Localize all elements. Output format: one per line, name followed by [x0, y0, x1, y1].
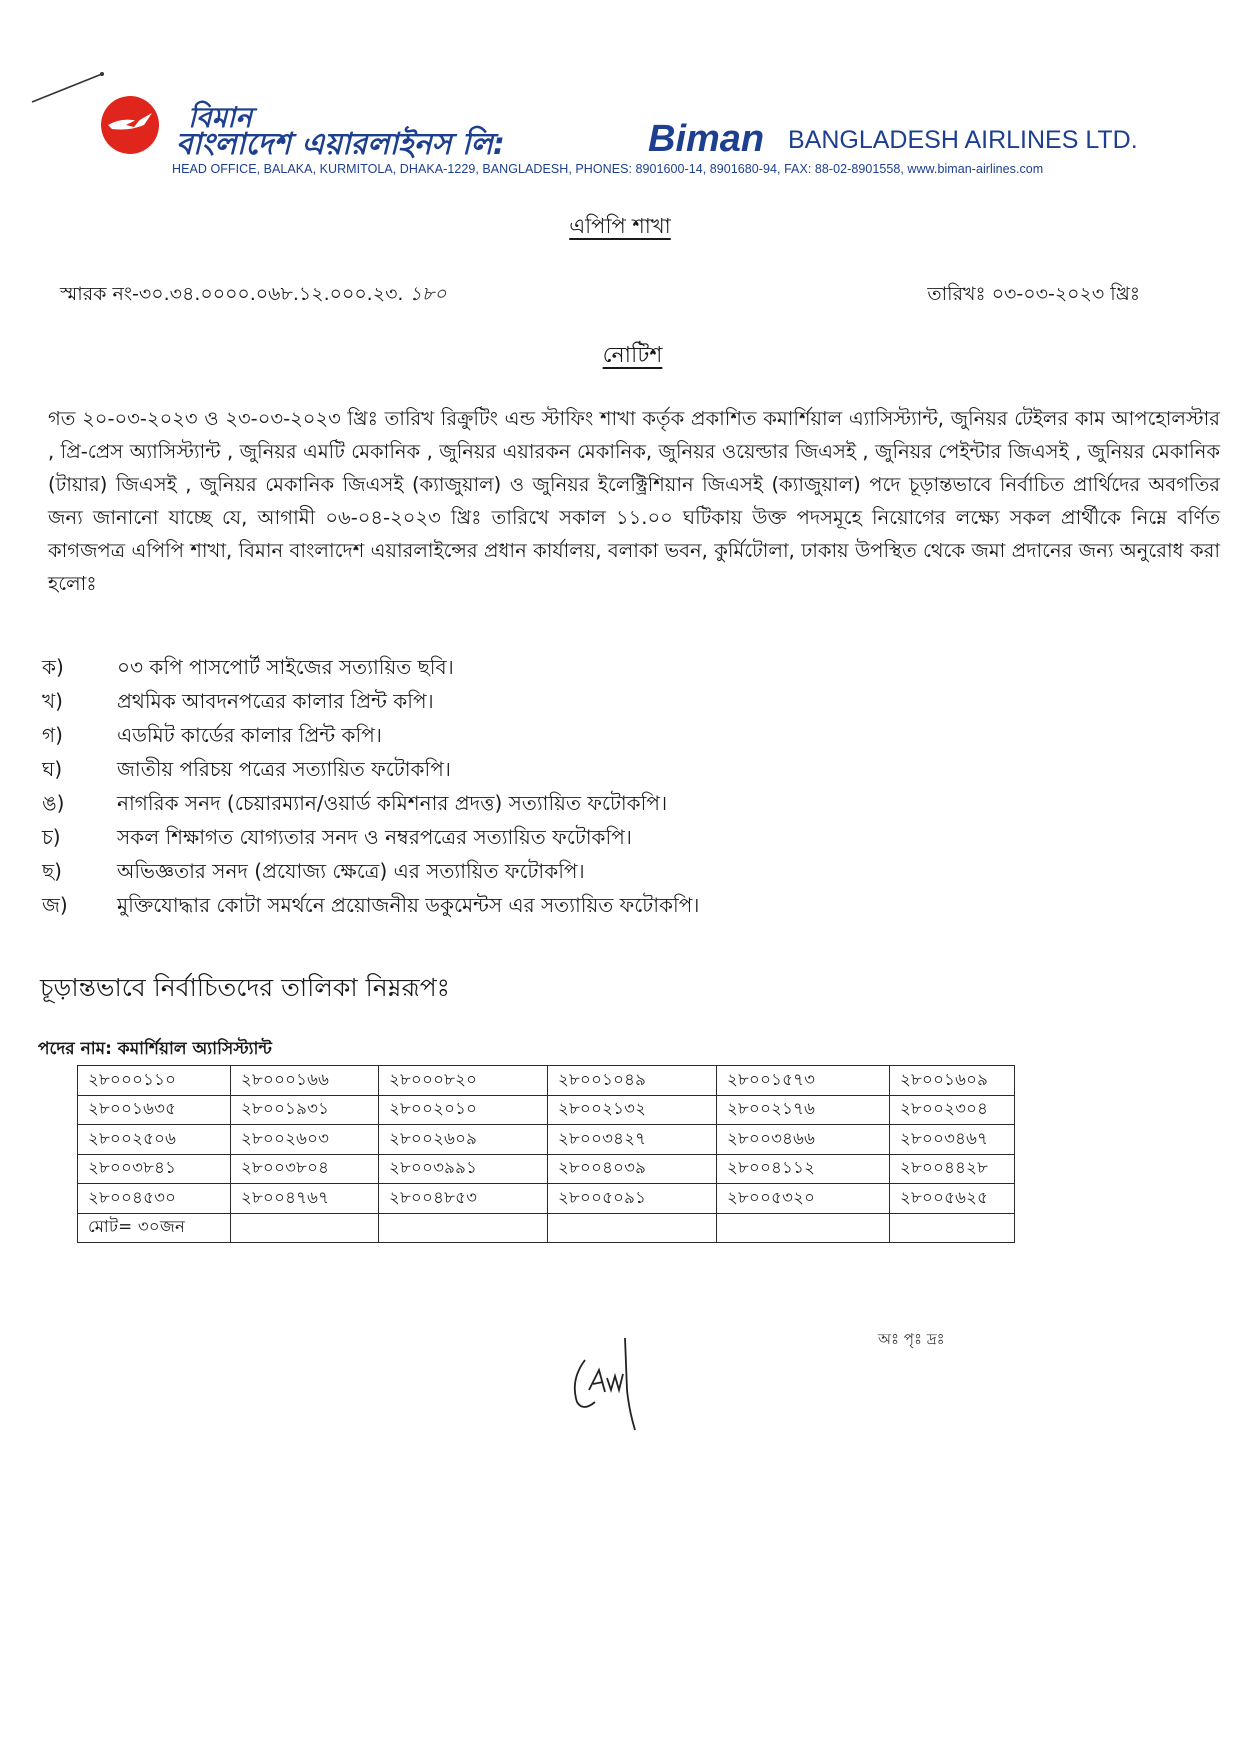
table-row	[78, 1184, 1015, 1214]
table-cell: ২৮০০০১৬৬	[231, 1066, 379, 1096]
list-item-text: সকল শিক্ষাগত যোগ্যতার সনদ ও নম্বরপত্রের সত্যায়িত ফটোকপি।	[117, 824, 632, 849]
selected-roll-table	[77, 1065, 1015, 1243]
list-marker: গ)	[42, 722, 63, 747]
table-row	[78, 1125, 1015, 1155]
biman-logo-icon	[100, 95, 160, 155]
table-cell: ২৮০০১০৪৯	[548, 1066, 717, 1096]
table-cell: ২৮০০৩৮০৪	[231, 1154, 379, 1184]
list-item	[42, 788, 1042, 822]
table-cell: ২৮০০৩৪২৭	[548, 1125, 717, 1155]
list-marker: খ)	[42, 688, 63, 713]
table-cell: ২৮০০১৬০৯	[890, 1066, 1015, 1096]
table-cell: ২৮০০৪৪২৮	[890, 1154, 1015, 1184]
memo-number-handwritten: ১৮০	[409, 283, 447, 305]
table-cell: ২৮০০৩৪৬৭	[890, 1125, 1015, 1155]
list-item-text: প্রথমিক আবদনপত্রের কালার প্রিন্ট কপি।	[117, 688, 434, 713]
list-item	[42, 686, 1042, 720]
company-name-bn-line1: বিমান	[188, 101, 252, 134]
table-cell: ২৮০০৪১১২	[717, 1154, 890, 1184]
table-cell: ২৮০০৪৫৩০	[78, 1184, 231, 1214]
table-cell: ২৮০০১৫৭৩	[717, 1066, 890, 1096]
table-cell: ২৮০০২০১০	[379, 1095, 548, 1125]
list-item	[42, 890, 1042, 924]
table-row	[78, 1154, 1015, 1184]
notice-body: গত ২০-০৩-২০২৩ ও ২৩-০৩-২০২৩ খ্রিঃ তারিখ রিক্রুটিং এন্ড স্টাফিং শাখা কর্তৃক প্রকাশিত কমার্শিয়াল এ্যাসিস্ট্যান্ট, জুনিয়র টেইলর কাম আপহোলস্টার , প্রি-প্রেস অ্যাসিস্ট্যান্ট , জুনিয়র এমটি মেকানিক , জুনিয়র এয়ারকন মেকানিক, জুনিয়র ওয়েল্ডার জিএসই , জুনিয়র পেইন্টার জিএসই , জুনিয়র মেকানিক (টায়ার) জিএসই , জুনিয়র মেকানিক জিএসই (ক্যাজুয়াল) ও জুনিয়র ইলেক্ট্রিশিয়ান জিএসই (ক্যাজুয়াল) পদে চূড়ান্তভাবে নির্বাচিত প্রার্থিদের অবগতির জন্য জানানো যাচ্ছে যে, আগামী ০৬-০৪-২০২৩ খ্রিঃ তারিখে সকাল ১১.০০ ঘটিকায় উক্ত পদসমূহে নিয়োগের লক্ষ্যে সকল প্রার্থীকে নিম্নে বর্ণিত কাগজপত্র এপিপি শাখা, বিমান বাংলাদেশ এয়ারলাইন্সের প্রধান কার্যালয়, বলাকা ভবন, কুর্মিটোলা, ঢাকায় উপস্থিত থেকে জমা প্রদানের জন্য অনুরোধ করা হলোঃ	[48, 407, 1220, 595]
list-marker: জ)	[42, 892, 68, 917]
pen-stroke-mark	[30, 70, 110, 110]
list-item-text: ০৩ কপি পাসপোর্ট সাইজের সত্যায়িত ছবি।	[117, 654, 454, 679]
table-row	[78, 1095, 1015, 1125]
table-cell: ২৮০০২১৩২	[548, 1095, 717, 1125]
table-cell: ২৮০০৩৮৪১	[78, 1154, 231, 1184]
selected-list-heading: চূড়ান্তভাবে নির্বাচিতদের তালিকা নিম্নরূপঃ	[40, 973, 450, 1002]
table-cell: ২৮০০৩৯৯১	[379, 1154, 548, 1184]
table-cell: ২৮০০৪৭৬৭	[231, 1184, 379, 1214]
list-item	[42, 856, 1042, 890]
company-name-bn-line2: বাংলাদেশ এয়ারলাইনস লি:	[176, 127, 505, 162]
list-marker: চ)	[42, 824, 61, 849]
signature-mark	[565, 1330, 655, 1440]
table-row	[78, 1213, 1015, 1243]
list-marker: ছ)	[42, 858, 62, 883]
list-marker: ক)	[42, 654, 64, 679]
table-cell: ২৮০০৫০৯১	[548, 1184, 717, 1214]
company-name-en: BANGLADESH AIRLINES LTD.	[788, 126, 1138, 154]
list-item-text: অভিজ্ঞতার সনদ (প্রযোজ্য ক্ষেত্রে) এর সত্যায়িত ফটোকপি।	[117, 858, 585, 883]
table-cell	[890, 1213, 1015, 1243]
table-cell: ২৮০০৩৪৬৬	[717, 1125, 890, 1155]
list-item	[42, 720, 1042, 754]
table-cell: ২৮০০২১৭৬	[717, 1095, 890, 1125]
list-item-text: জাতীয় পরিচয় পত্রের সত্যায়িত ফটোকপি।	[117, 756, 451, 781]
memo-number-text: স্মারক নং-৩০.৩৪.০০০০.০৬৮.১২.০০০.২৩.	[60, 283, 404, 305]
branch-title: এপিপি শাখা	[569, 214, 671, 238]
notice-title: নোটিশ	[602, 343, 663, 368]
list-marker: ঙ)	[42, 790, 65, 815]
table-cell: ২৮০০২৬০৯	[379, 1125, 548, 1155]
table-cell: ২৮০০৫৩২০	[717, 1184, 890, 1214]
table-cell: ২৮০০৫৬২৫	[890, 1184, 1015, 1214]
head-office-address: HEAD OFFICE, BALAKA, KURMITOLA, DHAKA-1229, BANGLADESH, PHONES: 8901600-14, 8901680-94, FAX: 88-02-8901558, www.biman-airlines.com	[172, 162, 1044, 176]
company-name-en-biman: Biman	[648, 118, 765, 160]
list-item-text: এডমিট কার্ডের কালার প্রিন্ট কপি।	[117, 722, 382, 747]
table-cell: ২৮০০২৫০৬	[78, 1125, 231, 1155]
table-cell	[717, 1213, 890, 1243]
table-cell	[379, 1213, 548, 1243]
table-cell: ২৮০০০৮২০	[379, 1066, 548, 1096]
table-cell	[548, 1213, 717, 1243]
table-cell: ২৮০০১৯৩১	[231, 1095, 379, 1125]
list-item	[42, 822, 1042, 856]
table-cell: ২৮০০২৩০৪	[890, 1095, 1015, 1125]
notice-date: তারিখঃ ০৩-০৩-২০২৩ খ্রিঃ	[927, 283, 1140, 305]
table-row	[78, 1066, 1015, 1096]
list-item	[42, 754, 1042, 788]
list-item-text: নাগরিক সনদ (চেয়ারম্যান/ওয়ার্ড কমিশনার প্রদত্ত) সত্যায়িত ফটোকপি।	[117, 790, 668, 815]
list-item	[42, 652, 1042, 686]
total-count-cell: মোট= ৩০জন	[78, 1213, 231, 1243]
post-name-label: পদের নাম: কমার্শিয়াল অ্যাসিস্ট্যান্ট	[38, 1039, 272, 1059]
table-cell: ২৮০০০১১০	[78, 1066, 231, 1096]
table-cell: ২৮০০৪০৩৯	[548, 1154, 717, 1184]
required-documents-list	[42, 652, 1042, 924]
table-cell: ২৮০০১৬৩৫	[78, 1095, 231, 1125]
list-marker: ঘ)	[42, 756, 63, 781]
continued-overleaf-note: অঃ পৃঃ দ্রঃ	[878, 1330, 945, 1348]
table-cell	[231, 1213, 379, 1243]
memo-number	[60, 280, 447, 312]
table-cell: ২৮০০২৬০৩	[231, 1125, 379, 1155]
list-item-text: মুক্তিযোদ্ধার কোটা সমর্থনে প্রয়োজনীয় ডকুমেন্টস এর সত্যায়িত ফটোকপি।	[117, 892, 700, 917]
table-cell: ২৮০০৪৮৫৩	[379, 1184, 548, 1214]
